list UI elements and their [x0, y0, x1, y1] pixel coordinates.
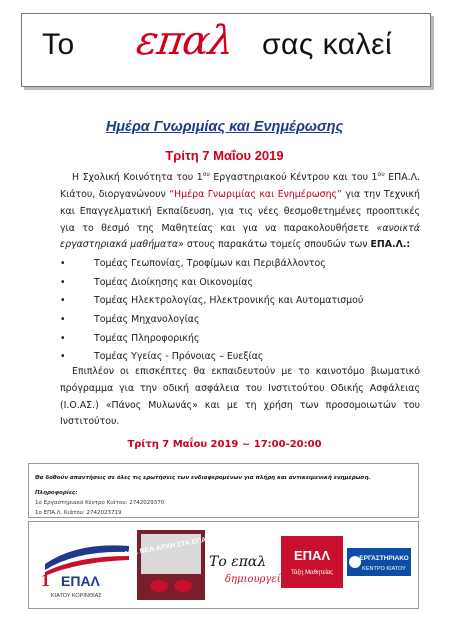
- logo3-subtitle: δημιουργεί: [225, 574, 281, 585]
- header-word-the: Το: [42, 28, 75, 61]
- epal-kiatou-logo: [37, 534, 137, 600]
- svg-text:1: 1: [41, 570, 50, 590]
- event-name-highlight: “Ημέρα Γνωριμίας και Ενημέρωσης”: [169, 188, 342, 200]
- info-note: Θα δοθούν απαντήσεις σε όλες τις ερωτήσεις των ενδιαφερομένων για πλήρη και αντικειμενική ενημέρωση.: [35, 475, 371, 481]
- logo2-text: ΜΙΑ ΝΕΑ ΑΡΧΗ ΣΤΑ ΕΠΑ.Λ.: [124, 535, 216, 558]
- logo5-title: ΕΡΓΑΣΤΗΡΙΑΚΟ: [359, 555, 409, 562]
- logo1-subtitle: ΚΙΑΤΟΥ ΚΟΡΙΝΘΙΑΣ: [51, 593, 102, 599]
- bullet-icon: •: [60, 351, 66, 363]
- header-epal-logo-word: επαλ: [133, 18, 237, 64]
- logo4-title: ΕΠΑΛ: [293, 548, 331, 563]
- logo4-subtitle: Τάξη Μαθητείας: [290, 570, 334, 576]
- sectors-list: [60, 255, 363, 367]
- lab-center-logo: [347, 540, 411, 584]
- bullet-icon: •: [60, 258, 66, 269]
- list-item: • Τομέας Γεωπονίας, Τροφίμων και Περιβάλλοντος: [60, 255, 363, 274]
- logo5-subtitle: ΚΕΝΤΡΟ ΚΙΑΤΟΥ: [362, 566, 406, 572]
- logo1-title: ΕΠΑΛ: [61, 573, 100, 589]
- extra-paragraph: Επιπλέον οι επισκέπτες θα εκπαιδευτούν με το καινοτόμο βιωματικό πρόγραμμα για την οδική ασφάλεια του Ινστιτούτου Οδικής Ασφάλειας (Ι.Ο.ΑΣ.) «Πάνος Μυλωνάς» και με τη χρήση των προσομοιωτών του Ινστιτούτου.: [60, 366, 420, 428]
- info-phone-epal: 1ο ΕΠΑ.Λ. Κιάτου: 2742023719: [35, 510, 122, 516]
- info-phone-lab: 1ο Εργαστηριακό Κέντρο Κιάτου: 2742029370: [35, 500, 165, 506]
- bullet-icon: •: [60, 295, 66, 307]
- event-date: Τρίτη 7 Μαΐου 2019: [165, 148, 284, 163]
- bullet-icon: •: [60, 276, 66, 288]
- list-item: • Τομέας Διοίκησης και Οικονομίας: [60, 274, 363, 293]
- new-start-epal-logo: [124, 530, 216, 600]
- open-labs-highlight: «ανοικτά εργαστηριακά μαθήματα»: [60, 222, 420, 251]
- header-word-calls: σας καλεί: [262, 28, 393, 61]
- list-item: • Τομέας Μηχανολογίας: [60, 311, 363, 330]
- intro-paragraph: Η Σχολική Κοινότητα του $1^{o\upsilon}$ Εργαστηριακού Κέντρου και του $1^{o\upsilon}$ ΕΠΑ.Λ. Κιάτου, διοργανώνουν “Ημέρα Γνωριμίας και Ενημέρωσης” για την Τεχνική και Επαγγελματική Εκπαίδευση, για τις νέες θεσμοθετημένες προοπτικές για το θεσμό της Μαθητείας και για να παρακολουθήσετε «ανοικτά εργαστηριακά μαθήματα» στους παρακάτω τομείς σπουδών των ΕΠΑ.Λ.:: [60, 171, 420, 251]
- apprenticeship-logo: [281, 536, 343, 588]
- event-title: Ημέρα Γνωριμίας και Ενημέρωσης: [105, 119, 344, 135]
- list-item: • Τομέας Πληροφορικής: [60, 330, 363, 349]
- info-label: Πληροφορίες:: [35, 490, 78, 496]
- list-item: • Τομέας Ηλεκτρολογίας, Ηλεκτρονικής και Αυτοματισμού: [60, 292, 363, 311]
- bullet-icon: •: [60, 332, 66, 344]
- header-banner: [21, 13, 431, 87]
- bullet-icon: •: [60, 314, 66, 326]
- logos-strip: [28, 521, 419, 609]
- epal-creates-logo: [207, 536, 281, 596]
- info-box: [28, 463, 419, 518]
- list-item: • Τομέας Υγείας - Πρόνοιας – Ευεξίας: [60, 348, 363, 367]
- event-time: Τρίτη 7 Μαΐου 2019 ~ 17:00-20:00: [127, 439, 322, 450]
- logo3-text: Το επαλ: [209, 554, 267, 570]
